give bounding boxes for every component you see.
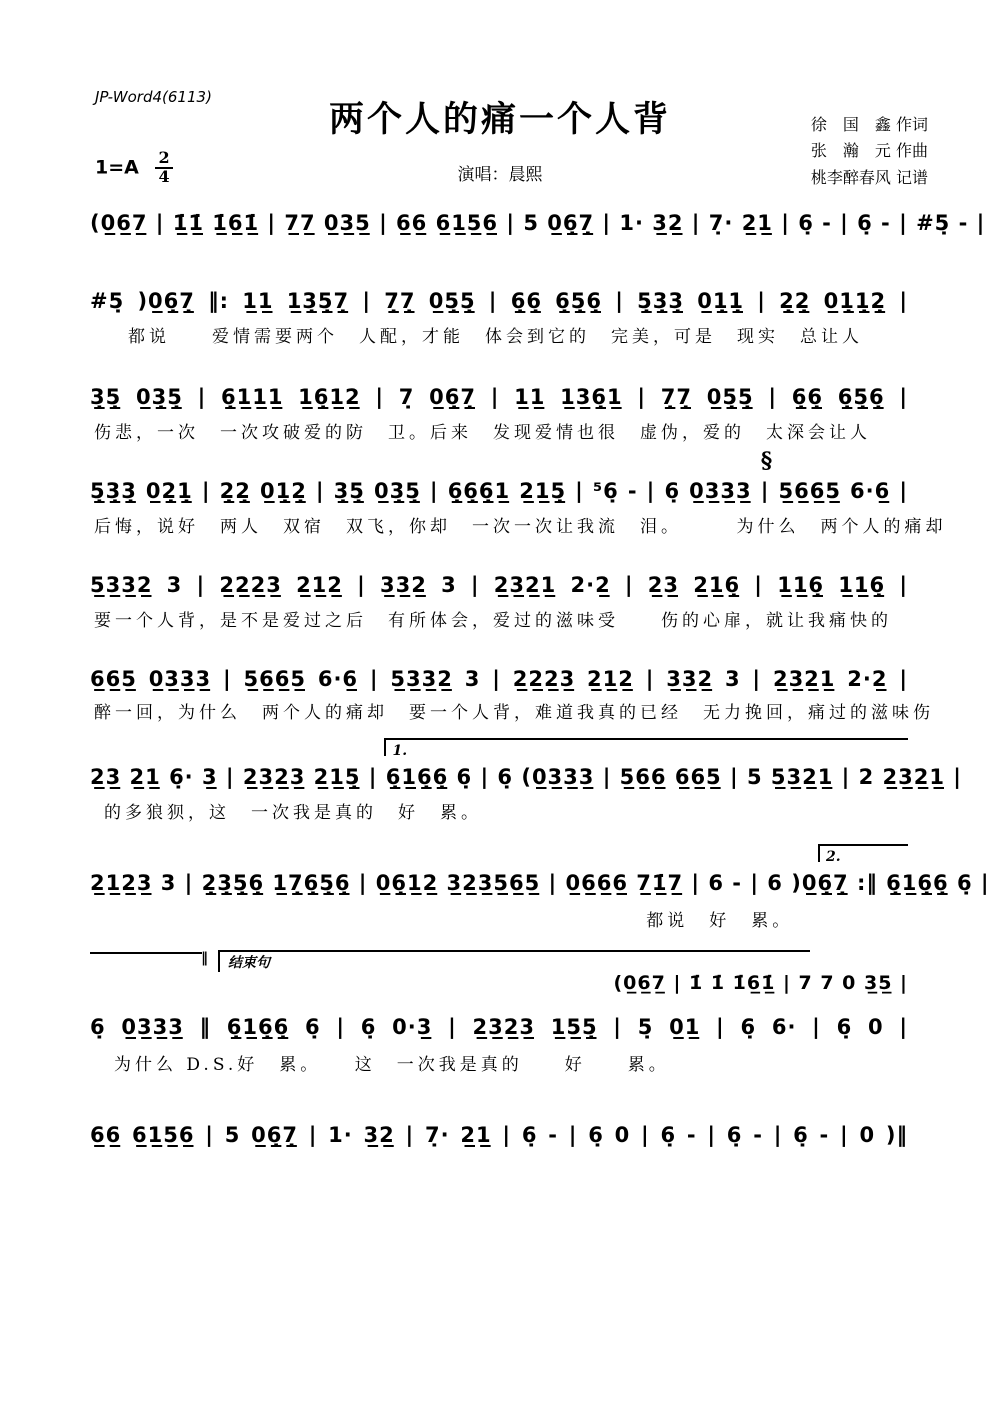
song-title: 两个人的痛一个人背 — [328, 99, 671, 140]
music-system-2 — [90, 286, 908, 347]
ending-phrase-label: 结束句 — [228, 955, 270, 971]
lyrics-line: 后悔，说好 两人 双宿 双飞，你却 一次一次让我流 泪。 为什么 两个人的痛却 — [94, 517, 947, 537]
key-signature: 1=A — [95, 156, 139, 179]
watermark-text: JP-Word4(6113) — [95, 88, 212, 106]
notation-line: 6̲6̲5̲ 0̲3̲3̲3̲ | 5̲6̲6̲5̲ 6·6̲ | 5̲3̲3̲2̲ 3 | 2̲2̲2̲3̲ 2̲1̲2̲ | 3̲3̲2̲ 3 | 2̲3̲2̲1̲ 2·2̲ | — [90, 667, 908, 691]
music-system-10 — [90, 1120, 908, 1150]
volta-2-continuation-line — [90, 950, 208, 966]
music-system-5 — [90, 570, 908, 631]
credit-composer: 张 瀚 元 作曲 — [810, 141, 928, 161]
lyrics-line: 都说 好 累。 — [646, 911, 794, 931]
notation-line: (0̲6̲7̲ | 1̲̇1̲̇ 1̲̇6̲1̲̇ | 7̲7̲ 0̲3̲5̲ | 6̲6̲ 6̲1̲5̲6̲ | 5 0̲6̲̣7̲̣ | 1· 3̲2̲ | 7̣· 2̲1̲ | 6̣ - | 6̣ - | #5̣ - | — [90, 211, 986, 235]
lyrics-line: 的多狼狈，这 一次我是真的 好 累。 — [104, 803, 482, 823]
music-system-1 — [90, 208, 986, 238]
lyrics-line: 都说 爱情需要两个 人配，才能 体会到它的 完美，可是 现实 总让人 — [128, 327, 863, 347]
lyrics-line: 伤悲，一次 一次攻破爱的防 卫。后来 发现爱情也很 虚伪，爱的 太深会让人 — [94, 423, 871, 443]
notation-line: 5̲̣3̲̣3̲̣ 0̲2̲̣1̲̣ | 2̲̣2̲̣ 0̲1̲̣2̲̣ | 3̲̣5̲̣ 0̲3̲̣5̲̣ | 6̲̣6̲̣6̲̣1̲ 2̲1̲5̲̣ | ⁵6̣ - | 6̣ 0̲3̲3̲3̲ | 5̲6̲6̲5̲ 6·6̲ | — [90, 479, 908, 503]
music-system-3 — [90, 382, 908, 443]
credit-lyricist: 徐 国 鑫 作词 — [810, 115, 928, 134]
time-signature-denominator: 4 — [158, 166, 170, 186]
performer-line: 演唱：晨熙 — [457, 165, 543, 185]
lyrics-line: 醉一回，为什么 两个人的痛却 要一个人背，难道我真的已经 无力挽回，痛过的滋味伤 — [94, 703, 934, 723]
music-system-8 — [90, 849, 990, 931]
notation-line: 2̲1̲2̲3̲ 3 | 2̲̣3̲̣5̲̣6̲̣ 1̲7̲̣6̲̣5̲̣6̲̣ | 0̲6̲̣1̲2̲ 3̲2̲3̲5̲6̲5̲ | 0̲6̲6̲6̲ 7̲1̲̇7̲ | 6 - | 6 )0̲6̲̣7̲̣ :‖ 6̲̣1̲6̲̣6̲̣ 6̣ | — [90, 871, 990, 895]
segno-icon: § — [760, 448, 773, 474]
music-system-9 — [90, 948, 908, 1098]
volta-1-bracket — [384, 738, 908, 759]
volta-2-label: 2. — [826, 849, 841, 865]
music-system-7 — [90, 743, 962, 823]
credit-transcriber: 桃李醉春风 记谱 — [810, 167, 928, 187]
time-signature — [155, 150, 172, 186]
notation-line: 6̲6̲ 6̲1̲5̲6̲ | 5 0̲6̲̣7̲̣ | 1· 3̲2̲ | 7̣· 2̲1̲ | 6̣ - | 6̣ 0 | 6̣ - | 6̣ - | 6̣ - | 0 )‖ — [90, 1123, 908, 1147]
key-time-signature — [95, 150, 173, 186]
music-system-6 — [90, 664, 934, 723]
notation-line: 6̣ 0̲3̲3̲3̲ ‖ 6̲̣1̲6̲̣6̲̣ 6̣ | 6̣ 0·3̲ | 2̲3̲2̲3̲ 1̲5̲5̲̣ | 5̣ 0̲1̲ | 6̣ 6· | 6̣ 0 | — [90, 1015, 908, 1039]
lyrics-line: 为什么 D.S.好 累。 这 一次我是真的 好 累。 — [114, 1055, 670, 1075]
music-system-4 — [90, 448, 947, 537]
pickup-notation-line: (0̲6̲7̲ | 1̇ 1̇ 1̇6̲1̲̇ | 7 7 0 3̲5̲ | — [613, 972, 908, 994]
notation-line: 3̲̣5̲̣ 0̲3̲̣5̲̣ | 6̲̣1̲1̲1̲ 1̲6̲̣1̲2̲ | 7̣ 0̲6̲̣7̲̣ | 1̲1̲ 1̲3̲6̲̣1̲ | 7̲̣7̲̣ 0̲5̲̣5̲̣ | 6̲̣6̲̣ 6̲̣5̲̣6̲̣ | — [90, 385, 908, 409]
lyrics-line: 要一个人背，是不是爱过之后 有所体会，爱过的滋味受 伤的心扉，就让我痛快的 — [94, 611, 892, 631]
notation-line: 2̲3̲ 2̲1̲ 6̣· 3̲ | 2̲3̲2̲3̲ 2̲1̲5̲̣ | 6̲̣1̲6̲̣6̲̣ 6̣ | 6̣ (0̲3̲3̲3̲ | 5̲6̲6̲ 6̲6̲5̲ | 5 5̲3̲2̲1̲ | 2 2̲3̲2̲1̲ | — [90, 765, 962, 789]
ending-phrase-bracket — [218, 950, 810, 972]
volta-1-label: 1. — [392, 743, 408, 759]
volta-2-bracket — [818, 844, 908, 865]
time-signature-numerator: 2 — [155, 150, 172, 169]
notation-line: #5̣ )0̲6̲̣7̲̣ ‖: 1̲1̲ 1̲3̲̣5̲̣7̲̣ | 7̲̣7̲̣ 0̲5̲̣5̲̣ | 6̲̣6̲̣ 6̲̣5̲̣6̲̣ | 5̲̣3̲̣3̲̣ 0̲1̲̣1̲̣ | 2̲̣2̲̣ 0̲1̲̣1̲̣2̲̣ | — [90, 289, 908, 313]
double-bar-tick: ‖ — [201, 950, 208, 966]
notation-line: 5̲3̲3̲2̲ 3 | 2̲2̲2̲3̲ 2̲1̲2̲ | 3̲3̲2̲ 3 | 2̲3̲2̲1̲ 2·2̲ | 2̲3̲ 2̲1̲6̲̣ | 1̲1̲6̲̣ 1̲1̲6̲̣ | — [90, 573, 908, 597]
